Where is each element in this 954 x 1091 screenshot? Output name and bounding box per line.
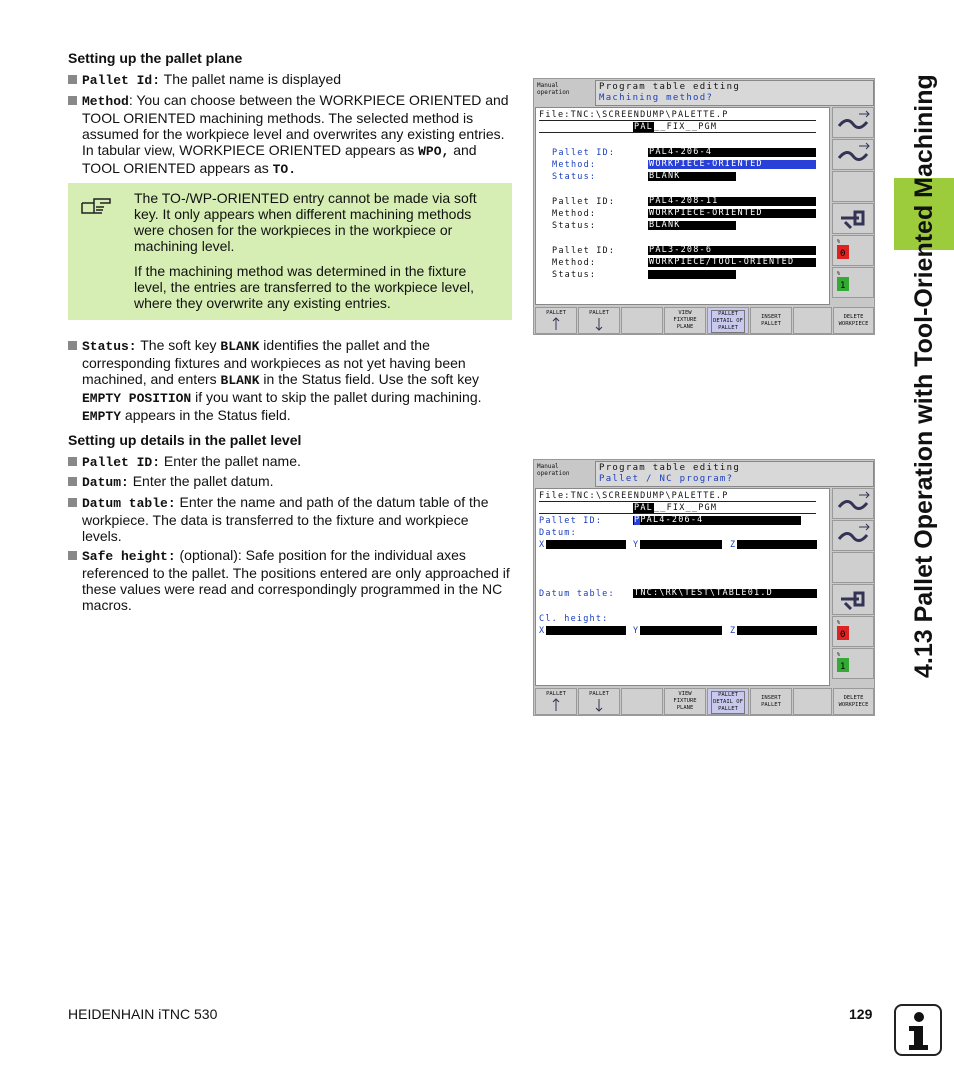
file-path: File:TNC:\SCREENDUMP\PALETTE.P [539,110,729,120]
horizontal-softkeys [535,688,874,715]
bullet-datum: Datum: Enter the pallet datum. [68,473,512,491]
arrow-down-icon [594,317,604,331]
bullet-square-icon [68,341,77,350]
softkey-feed-off[interactable] [832,616,874,647]
vertical-softkeys [832,107,874,305]
screen-title: Program table editing Pallet / NC program? [595,461,874,487]
bullet-safe-height: Safe height: (optional): Safe position for the individual axes referenced to the pallet. The positions entered are only approached if these values were read and correspondingly programmed in the NC macros. [68,547,512,613]
label-method: Method: [552,258,597,268]
field-height-y[interactable] [640,626,722,635]
label-axis-x: X [539,626,546,636]
operating-mode: Manual operation [537,463,570,477]
section-heading-pallet-plane: Setting up the pallet plane [68,50,243,66]
file-path: File:TNC:\SCREENDUMP\PALETTE.P [539,491,729,501]
label-datum-table: Datum table: [539,589,615,599]
softkey-move-down[interactable] [832,520,874,551]
softkey-blank[interactable] [621,688,663,715]
softkey-insert-pallet[interactable]: INSERT PALLET [750,688,792,715]
bullet-square-icon [68,96,77,105]
override-zero-icon [833,617,873,646]
override-zero-icon [833,236,873,265]
svg-text:%: % [837,239,841,245]
note-box [68,183,512,320]
tnc-screen-pallet-detail [533,459,875,716]
bullet-status: Status: The soft key BLANK identifies the pallet and the corresponding fixtures and workpieces as not yet having been machined, and enters BLANK in the Status field. Use the soft key EMPTY POSITION if you want to skip the pallet during machining. EMPTY appears in the Status field. [68,337,512,425]
tool-path-icon [833,108,873,137]
note-paragraph-2: If the machining method was determined in the fixture level, the entries are transferred to the workpiece level, where they overwrite any existing entries. [134,263,475,311]
bullet-square-icon [68,498,77,507]
field-datum-z[interactable] [737,540,817,549]
field-height-x[interactable] [546,626,626,635]
label-method: Method: [552,209,597,219]
svg-text:1: 1 [840,662,846,672]
field-status[interactable]: BLANK [648,221,736,230]
table-editor [535,107,830,305]
softkey-pallet-up[interactable]: PALLET [535,688,577,715]
svg-text:%: % [837,620,841,626]
chapter-title: 4.13 Pallet Operation with Tool-Oriented Machining [910,74,938,678]
softkey-delete-workpiece[interactable]: DELETE WORKPIECE [833,307,874,334]
field-status[interactable]: BLANK [648,172,736,181]
label-clearance-height: Cl. height: [539,614,609,624]
note-paragraph-1: The TO-/WP-ORIENTED entry cannot be made via soft key. It only appears when different machining methods were chosen for the workpieces in the workpiece or machining level. [134,190,477,254]
label-status: Status: [552,270,597,280]
override-one-icon [833,649,873,678]
softkey-empty[interactable] [832,171,874,202]
softkey-empty[interactable] [832,552,874,583]
field-datum-x[interactable] [546,540,626,549]
bullet-square-icon [68,457,77,466]
arrow-up-icon [551,317,561,331]
softkey-pallet-down[interactable]: PALLET [578,688,620,715]
label-datum: Datum: [539,528,577,538]
label-pallet-id: Pallet ID: [539,516,603,526]
softkey-pallet-up[interactable]: PALLET [535,307,577,334]
softkey-blank[interactable] [621,307,663,334]
svg-text:%: % [837,271,841,277]
screen-title: Program table editing Machining method? [595,80,874,106]
field-status[interactable] [648,270,736,279]
chapter-sidebar [894,40,954,680]
bullet-square-icon [68,551,77,560]
field-height-z[interactable] [737,626,817,635]
label-axis-y: Y [633,626,640,636]
label-status: Status: [552,172,597,182]
label-status: Status: [552,221,597,231]
operating-mode: Manual operation [537,82,570,96]
field-pallet-id[interactable]: PAL4-206-4 [648,148,816,157]
label-axis-z: Z [730,626,737,636]
vertical-softkeys [832,488,874,686]
label-pallet-id: Pallet ID: [552,148,616,158]
tool-path-icon [833,521,873,550]
bullet-detail-pallet-id: Pallet ID: Enter the pallet name. [68,453,512,471]
footer-product: HEIDENHAIN iTNC 530 [68,1006,218,1022]
field-datum-y[interactable] [640,540,722,549]
field-method[interactable]: WORKPIECE/TOOL-ORIENTED [648,258,816,267]
info-icon [894,1004,942,1056]
softkey-move-down[interactable] [832,139,874,170]
table-editor [535,488,830,686]
arrow-up-icon [551,698,561,712]
label-pallet-id: Pallet ID: [552,246,616,256]
pointing-hand-icon [80,195,112,217]
softkey-view-fixture-plane[interactable]: VIEW FIXTURE PLANE [664,688,706,715]
label-method: Method: [552,160,597,170]
svg-text:0: 0 [840,249,846,259]
svg-text:1: 1 [840,281,846,291]
spindle-icon [833,204,873,233]
svg-text:%: % [837,652,841,658]
bullet-datum-table: Datum table: Enter the name and path of the datum table of the workpiece. The data is transferred to the fixture and workpiece levels. [68,494,512,544]
arrow-down-icon [594,698,604,712]
override-one-icon [833,268,873,297]
softkey-move-up[interactable] [832,107,874,138]
bullet-method: Method: You can choose between the WORKPIECE ORIENTED and TOOL ORIENTED machining methods. The selected method is assumed for the workpiece level and overwrites any existing entries. In tabular view, WORKPIECE ORIENTED appears as WPO, and TOOL ORIENTED appears as TO. [68,92,512,178]
field-pallet-id[interactable]: PPAL4-206-4 [633,516,801,525]
bullet-square-icon [68,477,77,486]
spindle-icon [833,585,873,614]
label-axis-y: Y [633,540,640,550]
softkey-delete-workpiece[interactable]: DELETE WORKPIECE [833,688,874,715]
label-axis-z: Z [730,540,737,550]
svg-text:0: 0 [840,630,846,640]
softkey-tool[interactable] [832,584,874,615]
softkey-blank[interactable] [793,307,832,334]
field-datum-table[interactable]: TNC:\RK\TEST\TABLE01.D [633,589,817,598]
bullet-pallet-id: Pallet Id: The pallet name is displayed [68,71,512,89]
softkey-pallet-detail[interactable]: PALLET DETAIL OF PALLET [707,688,749,715]
page-number: 129 [849,1006,873,1022]
softkey-blank[interactable] [793,688,832,715]
softkey-pallet-down[interactable]: PALLET [578,307,620,334]
level-selector[interactable]: PAL__FIX__PGM [634,122,718,132]
softkey-feed-on[interactable] [832,267,874,298]
softkey-move-up[interactable] [832,488,874,519]
field-pallet-id[interactable]: PAL4-208-11 [648,197,816,206]
softkey-feed-off[interactable] [832,235,874,266]
horizontal-softkeys [535,307,874,334]
tnc-screen-machining-method [533,78,875,335]
field-method[interactable]: WORKPIECE-ORIENTED [648,209,816,218]
tool-path-icon [833,489,873,518]
label-axis-x: X [539,540,546,550]
softkey-pallet-detail[interactable]: PALLET DETAIL OF PALLET [707,307,749,334]
tool-path-icon [833,140,873,169]
section-heading-pallet-level: Setting up details in the pallet level [68,432,302,448]
softkey-view-fixture-plane[interactable]: VIEW FIXTURE PLANE [664,307,706,334]
softkey-feed-on[interactable] [832,648,874,679]
softkey-insert-pallet[interactable]: INSERT PALLET [750,307,792,334]
level-selector[interactable]: PAL__FIX__PGM [634,503,718,513]
softkey-tool[interactable] [832,203,874,234]
field-pallet-id[interactable]: PAL3-208-6 [648,246,816,255]
bullet-square-icon [68,75,77,84]
field-method[interactable]: WORKPIECE-ORIENTED [648,160,816,169]
label-pallet-id: Pallet ID: [552,197,616,207]
